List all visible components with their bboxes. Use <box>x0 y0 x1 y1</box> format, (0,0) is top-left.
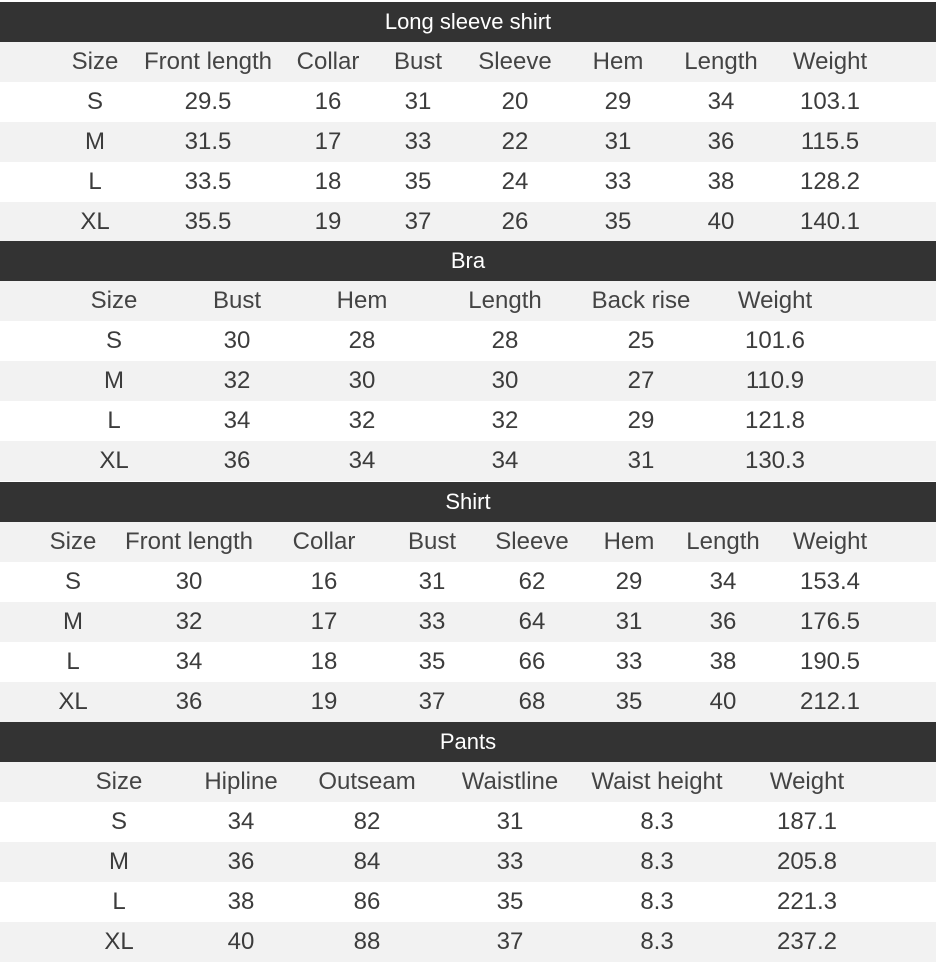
table-row <box>0 562 936 602</box>
table-cell: 34 <box>223 407 251 434</box>
table-cell: 153.4 <box>799 568 861 595</box>
table-cell: 29.5 <box>184 88 232 115</box>
table-cell: 26 <box>501 208 529 235</box>
table-cell: 25 <box>627 327 655 354</box>
header-cell: Outseam <box>318 768 416 795</box>
table-cell: 88 <box>353 928 381 955</box>
table-cell: 35 <box>615 688 643 715</box>
table-cell: 30 <box>223 327 251 354</box>
table-cell: S <box>86 88 103 115</box>
table-cell: S <box>64 568 81 595</box>
table-cell: 35 <box>604 208 632 235</box>
table-cell: 40 <box>709 688 737 715</box>
table-cell: 33 <box>404 128 432 155</box>
header-cell: Collar <box>292 528 356 555</box>
table-row <box>0 82 936 122</box>
header-cell: Size <box>49 528 97 555</box>
table-cell: S <box>105 327 122 354</box>
header-cell: Sleeve <box>478 48 552 75</box>
table-row <box>0 202 936 242</box>
header-row <box>0 762 936 802</box>
table-cell: 121.8 <box>744 407 806 434</box>
table-long-sleeve-shirt <box>0 2 936 242</box>
table-cell: 237.2 <box>776 928 838 955</box>
table-row <box>0 401 936 441</box>
table-cell: 34 <box>491 447 519 474</box>
table-cell: 140.1 <box>799 208 861 235</box>
table-cell: 30 <box>175 568 203 595</box>
table-row <box>0 682 936 722</box>
table-title: Long sleeve shirt <box>0 2 936 42</box>
table-cell: 32 <box>348 407 376 434</box>
table-cell: 34 <box>707 88 735 115</box>
table-shirt <box>0 482 936 722</box>
header-cell: Bust <box>393 48 443 75</box>
table-cell: 27 <box>627 367 655 394</box>
table-cell: 35 <box>404 168 432 195</box>
table-title: Pants <box>0 722 936 762</box>
table-cell: 20 <box>501 88 529 115</box>
header-cell: Back rise <box>591 287 691 314</box>
table-cell: 36 <box>707 128 735 155</box>
table-cell: 212.1 <box>799 688 861 715</box>
table-cell: 86 <box>353 888 381 915</box>
table-cell: 40 <box>707 208 735 235</box>
table-cell: 38 <box>709 648 737 675</box>
table-cell: L <box>88 168 102 195</box>
header-cell: Length <box>684 48 758 75</box>
table-cell: 176.5 <box>799 608 861 635</box>
table-cell: 31 <box>627 447 655 474</box>
header-cell: Front length <box>124 528 254 555</box>
table-pants <box>0 722 936 962</box>
table-cell: 32 <box>223 367 251 394</box>
table-cell: 187.1 <box>776 808 838 835</box>
table-cell: 34 <box>348 447 376 474</box>
table-cell: 190.5 <box>799 648 861 675</box>
table-row <box>0 882 936 922</box>
table-cell: 37 <box>418 688 446 715</box>
header-cell: Weight <box>792 48 868 75</box>
table-cell: XL <box>80 208 110 235</box>
table-row <box>0 361 936 401</box>
table-cell: 8.3 <box>640 848 674 875</box>
table-cell: L <box>66 648 80 675</box>
table-cell: 29 <box>604 88 632 115</box>
table-cell: 17 <box>314 128 342 155</box>
header-cell: Waist height <box>591 768 723 795</box>
table-cell: XL <box>58 688 88 715</box>
header-row <box>0 281 936 321</box>
table-row <box>0 441 936 481</box>
table-cell: 33 <box>418 608 446 635</box>
table-cell: 31 <box>615 608 643 635</box>
table-row <box>0 842 936 882</box>
table-cell: 64 <box>518 608 546 635</box>
table-row <box>0 162 936 202</box>
header-cell: Weight <box>792 528 868 555</box>
table-cell: XL <box>99 447 129 474</box>
header-cell: Hem <box>592 48 644 75</box>
header-cell: Collar <box>296 48 360 75</box>
header-cell: Waistline <box>461 768 559 795</box>
header-cell: Hem <box>603 528 655 555</box>
table-cell: L <box>107 407 121 434</box>
table-cell: 28 <box>491 327 519 354</box>
table-cell: 205.8 <box>776 848 838 875</box>
header-cell: Front length <box>143 48 273 75</box>
table-row <box>0 321 936 361</box>
table-cell: 31 <box>604 128 632 155</box>
table-cell: 35.5 <box>184 208 232 235</box>
table-cell: M <box>104 367 124 394</box>
table-row <box>0 642 936 682</box>
table-cell: 33 <box>496 848 524 875</box>
table-cell: M <box>109 848 129 875</box>
table-cell: 66 <box>518 648 546 675</box>
table-cell: 130.3 <box>744 447 806 474</box>
table-cell: 38 <box>707 168 735 195</box>
table-title: Bra <box>0 241 936 281</box>
table-cell: 8.3 <box>640 888 674 915</box>
table-cell: 16 <box>314 88 342 115</box>
table-cell: 101.6 <box>744 327 806 354</box>
table-cell: 28 <box>348 327 376 354</box>
table-cell: 103.1 <box>799 88 861 115</box>
table-cell: 36 <box>223 447 251 474</box>
table-cell: 34 <box>175 648 203 675</box>
header-cell: Size <box>90 287 138 314</box>
table-cell: 31 <box>418 568 446 595</box>
header-cell: Weight <box>769 768 845 795</box>
table-cell: M <box>63 608 83 635</box>
table-cell: 37 <box>496 928 524 955</box>
table-cell: 22 <box>501 128 529 155</box>
table-cell: 34 <box>709 568 737 595</box>
table-cell: 84 <box>353 848 381 875</box>
table-cell: 36 <box>709 608 737 635</box>
table-cell: 37 <box>404 208 432 235</box>
table-cell: 19 <box>310 688 338 715</box>
table-cell: 32 <box>491 407 519 434</box>
table-cell: 36 <box>175 688 203 715</box>
header-row <box>0 42 936 82</box>
table-cell: S <box>110 808 127 835</box>
table-cell: 33.5 <box>184 168 232 195</box>
table-cell: 30 <box>348 367 376 394</box>
table-cell: 30 <box>491 367 519 394</box>
table-cell: 8.3 <box>640 928 674 955</box>
table-cell: 128.2 <box>799 168 861 195</box>
header-cell: Bust <box>407 528 457 555</box>
header-cell: Weight <box>737 287 813 314</box>
table-cell: 35 <box>496 888 524 915</box>
table-cell: M <box>85 128 105 155</box>
table-cell: 18 <box>310 648 338 675</box>
table-cell: 17 <box>310 608 338 635</box>
table-cell: 33 <box>604 168 632 195</box>
table-cell: 31 <box>496 808 524 835</box>
table-cell: 82 <box>353 808 381 835</box>
table-cell: 29 <box>627 407 655 434</box>
table-row <box>0 922 936 962</box>
header-cell: Sleeve <box>495 528 569 555</box>
table-cell: L <box>112 888 126 915</box>
table-bra <box>0 241 936 481</box>
table-cell: 16 <box>310 568 338 595</box>
table-cell: 36 <box>227 848 255 875</box>
table-cell: 35 <box>418 648 446 675</box>
table-cell: 40 <box>227 928 255 955</box>
header-cell: Hem <box>336 287 388 314</box>
table-cell: 24 <box>501 168 529 195</box>
table-cell: 29 <box>615 568 643 595</box>
table-cell: 68 <box>518 688 546 715</box>
table-cell: 18 <box>314 168 342 195</box>
table-cell: XL <box>104 928 134 955</box>
table-row <box>0 802 936 842</box>
table-cell: 110.9 <box>745 367 805 394</box>
header-cell: Hipline <box>204 768 278 795</box>
header-cell: Length <box>468 287 542 314</box>
table-title: Shirt <box>0 482 936 522</box>
header-row <box>0 522 936 562</box>
table-cell: 115.5 <box>800 128 860 155</box>
table-cell: 8.3 <box>640 808 674 835</box>
table-cell: 32 <box>175 608 203 635</box>
header-cell: Size <box>95 768 143 795</box>
table-cell: 221.3 <box>776 888 838 915</box>
table-cell: 31.5 <box>184 128 232 155</box>
table-cell: 62 <box>518 568 546 595</box>
header-cell: Size <box>71 48 119 75</box>
header-cell: Bust <box>212 287 262 314</box>
table-row <box>0 122 936 162</box>
table-cell: 31 <box>404 88 432 115</box>
table-cell: 38 <box>227 888 255 915</box>
table-cell: 33 <box>615 648 643 675</box>
table-row <box>0 602 936 642</box>
table-cell: 19 <box>314 208 342 235</box>
table-cell: 34 <box>227 808 255 835</box>
header-cell: Length <box>686 528 760 555</box>
